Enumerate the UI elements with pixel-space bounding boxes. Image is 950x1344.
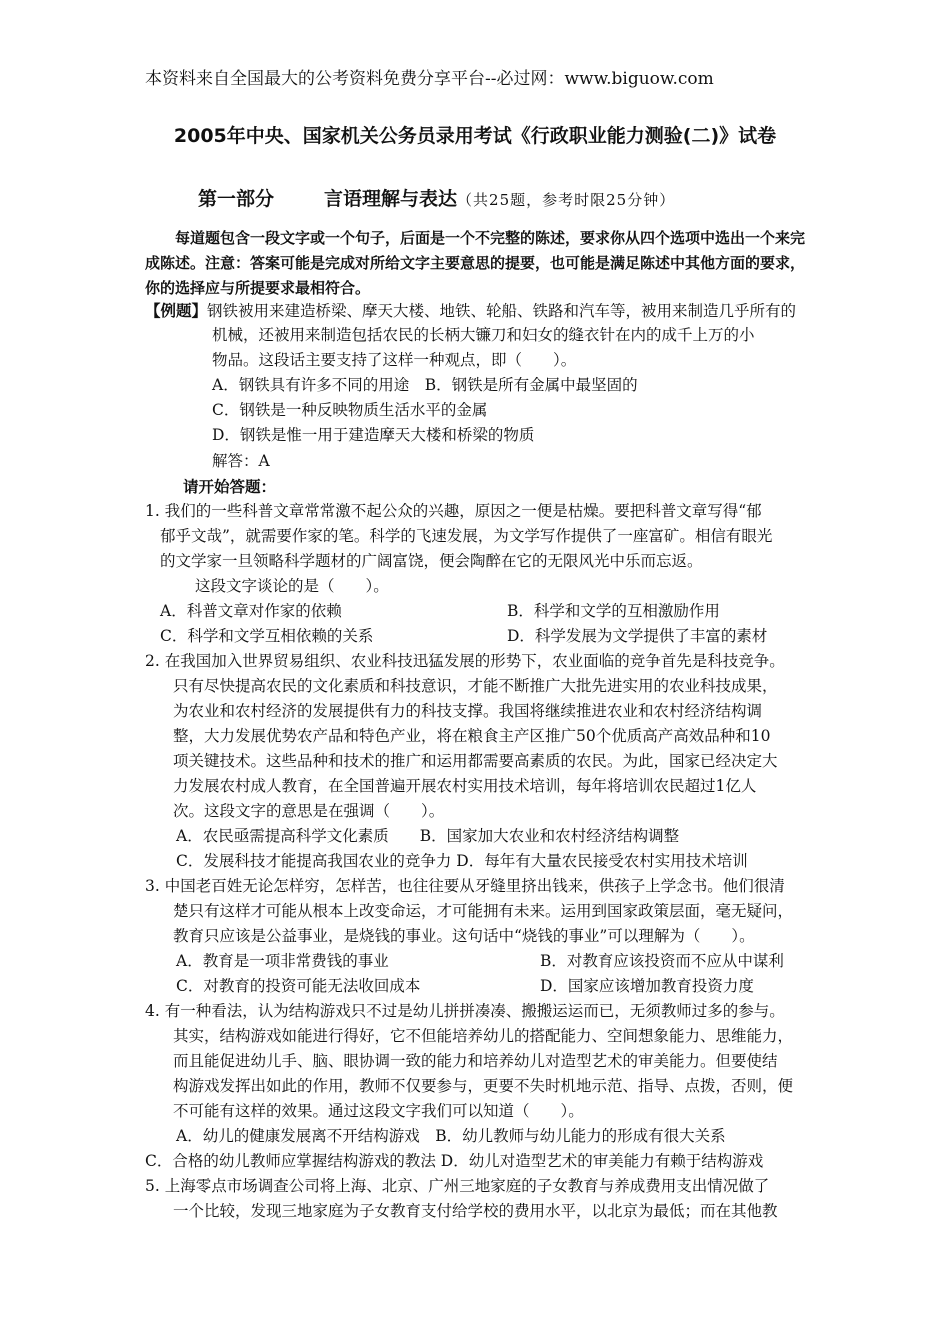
section-name: 言语理解与表达	[324, 188, 458, 210]
question-1-line: 的文学家一旦领略科学题材的广阔富饶，便会陶醉在它的无限风光中乐而忘返。	[160, 552, 703, 570]
start-label: 请开始答题：	[183, 477, 277, 496]
question-4-options-cd: C．合格的幼儿教师应掌握结构游戏的教法 D．幼儿对造型艺术的审美能力有赖于结构游戏	[145, 1152, 764, 1170]
question-4-line: 4. 有一种看法，认为结构游戏只不过是幼儿拼拼凑凑、搬搬运运而已，无须教师过多的参与。	[145, 1002, 785, 1020]
question-3-line: 楚只有这样才可能从根本上改变命运，才可能拥有未来。运用到国家政策层面，毫无疑问，	[173, 902, 794, 920]
question-2-line: 项关键技术。这些品种和技术的推广和运用都需要高素质的农民。为此，国家已经决定大	[173, 752, 778, 770]
example-option: C．钢铁是一种反映物质生活水平的金属	[212, 401, 488, 419]
question-5-line: 5. 上海零点市场调查公司将上海、北京、广州三地家庭的子女教育与养成费用支出情况做了	[145, 1177, 770, 1195]
question-3-option-c: C．对教育的投资可能无法收回成本	[176, 977, 421, 995]
section-note: （共25题，参考时限25分钟）	[457, 191, 676, 209]
example-line: 物品。这段话主要支持了这样一种观点，即（ ）。	[212, 351, 577, 369]
question-4-options-ab: A．幼儿的健康发展离不开结构游戏 B．幼儿教师与幼儿能力的形成有很大关系	[176, 1127, 726, 1145]
question-2-options-cd: C．发展科技才能提高我国农业的竞争力 D．每年有大量农民接受农村实用技术培训	[176, 852, 748, 870]
example-line: 机械，还被用来制造包括农民的长柄大镰刀和妇女的缝衣针在内的成千上万的小	[212, 326, 755, 344]
question-1-option-d: D．科学发展为文学提供了丰富的素材	[507, 627, 768, 645]
question-5-line: 一个比较，发现三地家庭为子女教育支付给学校的费用水平，以北京为最低；而在其他教	[173, 1202, 778, 1220]
question-2-line: 2. 在我国加入世界贸易组织、农业科技迅猛发展的形势下，农业面临的竞争首先是科技竞争。	[145, 652, 785, 670]
question-2-line: 整，大力发展优势农产品和特色产业，将在粮食主产区推广50个优质高产高效品种和10	[173, 727, 771, 745]
question-3-option-a: A．教育是一项非常费钱的事业	[176, 952, 389, 970]
question-2-line: 只有尽快提高农民的文化素质和科技意识，才能不断推广大批先进实用的农业科技成果，	[173, 677, 778, 695]
question-2-line: 为农业和农村经济的发展提供有力的科技支撑。我国将继续推进农业和农村经济结构调	[173, 702, 763, 720]
question-3-line: 教育只应该是公益事业，是烧钱的事业。这句话中“烧钱的事业”可以理解为（ ）。	[173, 927, 755, 945]
example-text: 钢铁被用来建造桥梁、摩天大楼、地铁、轮船、铁路和汽车等，被用来制造几乎所有的	[207, 302, 797, 320]
question-2-line: 力发展农村成人教育，在全国普遍开展农村实用技术培训，每年将培训农民超过1亿人	[173, 777, 757, 795]
question-2-options-ab: A．农民亟需提高科学文化素质 B．国家加大农业和农村经济结构调整	[176, 827, 680, 845]
question-3-option-b: B．对教育应该投资而不应从中谋利	[540, 952, 784, 970]
question-1-option-c: C．科学和文学互相依赖的关系	[160, 627, 374, 645]
question-4-line: 其实，结构游戏如能进行得好，它不但能培养幼儿的搭配能力、空间想象能力、思维能力，	[173, 1027, 794, 1045]
question-1-option-b: B．科学和文学的互相激励作用	[507, 602, 720, 620]
section-part: 第一部分	[198, 188, 275, 210]
question-4-line: 构游戏发挥出如此的作用，教师不仅要参与，更要不失时机地示范、指导、点拨，否则，便	[173, 1077, 794, 1095]
example-option: D．钢铁是惟一用于建造摩天大楼和桥梁的物质	[212, 426, 535, 444]
example-line	[145, 298, 796, 324]
question-1-line: 1. 我们的一些科普文章常常激不起公众的兴趣，原因之一便是枯燥。要把科普文章写得“郁	[145, 502, 762, 520]
question-4-line: 而且能促进幼儿手、脑、眼协调一致的能力和培养幼儿对造型艺术的审美能力。但要使结	[173, 1052, 778, 1070]
example-label: 【例题】	[145, 301, 208, 320]
section-heading	[198, 184, 675, 211]
question-1-line: 这段文字谈论的是（ ）。	[195, 577, 389, 595]
question-1-option-a: A．科普文章对作家的依赖	[160, 602, 342, 620]
question-4-line: 不可能有这样的效果。通过这段文字我们可以知道（ ）。	[173, 1102, 584, 1120]
example-answer: 解答：A	[212, 452, 270, 470]
question-1-line: 郁乎文哉”，就需要作家的笔。科学的飞速发展，为文学写作提供了一座富矿。相信有眼光	[160, 527, 773, 545]
question-3-line: 3. 中国老百姓无论怎样穷，怎样苦，也往往要从牙缝里挤出钱来，供孩子上学念书。他们很清	[145, 877, 785, 895]
exam-title: 2005年中央、国家机关公务员录用考试《行政职业能力测验(二)》试卷	[173, 125, 777, 147]
instructions: 每道题包含一段文字或一个句子，后面是一个不完整的陈述，要求你从四个选项中选出一个来完成陈述。注意：答案可能是完成对所给文字主要意思的提要，也可能是满足陈述中其他方面的要求，你的选择应与所提要求最相符合。	[145, 229, 806, 297]
source-header: 本资料来自全国最大的公考资料免费分享平台--必过网：www.biguow.com	[145, 69, 714, 89]
question-3-option-d: D．国家应该增加教育投资力度	[540, 977, 754, 995]
question-2-line: 次。这段文字的意思是在强调（ ）。	[173, 802, 445, 820]
example-option: A．钢铁具有许多不同的用途 B．钢铁是所有金属中最坚固的	[212, 376, 638, 394]
